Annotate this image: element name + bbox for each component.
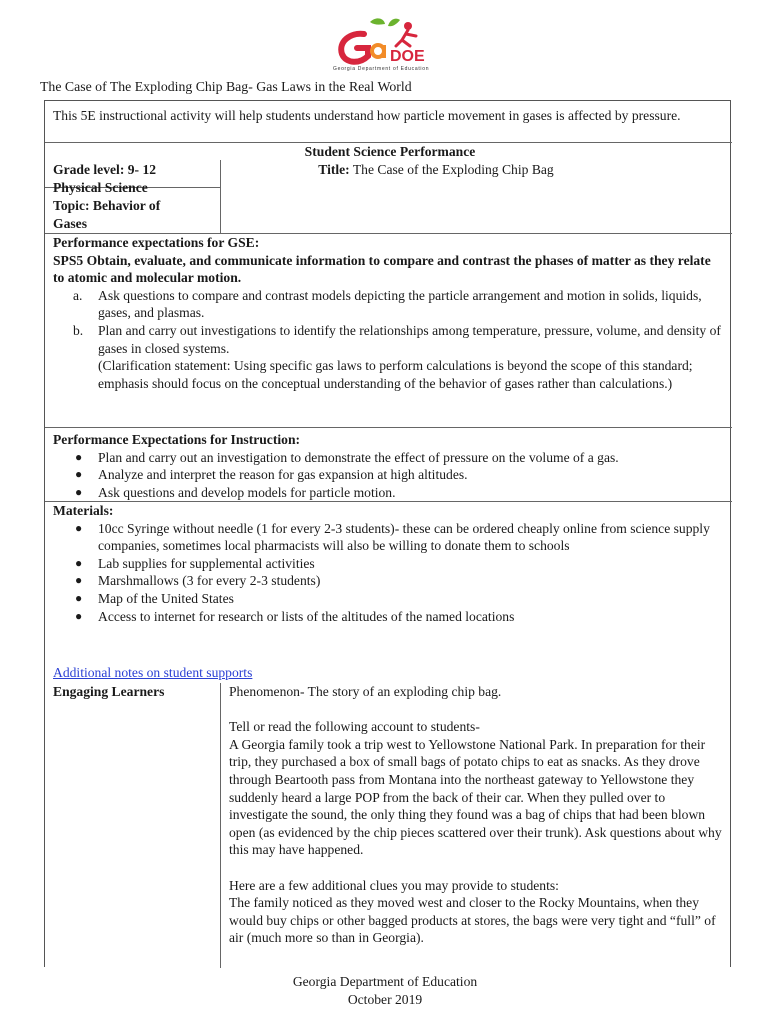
engaging-learners-label: Engaging Learners [53,684,165,699]
logo-wordmark: DOE [390,48,425,65]
lesson-table [44,100,731,967]
pe-instruction-list [53,449,723,502]
document-title: The Case of The Exploding Chip Bag- Gas Laws in the Real World [40,79,412,94]
intro-text: This 5E instructional activity will help students understand how particle movement in gases is affected by pressure. [53,108,681,123]
pe-gse-heading: Performance expectations for GSE: [53,235,260,250]
materials-section [53,502,723,625]
grade-level: Grade level: 9- 12 [53,162,157,177]
pe-instruction-section [53,431,723,501]
clues-intro: Here are a few additional clues you may provide to students: [229,877,559,893]
footer-org: Georgia Department of Education [292,974,478,989]
pe-instruction-heading: Performance Expectations for Instruction: [53,432,301,447]
instruction-line: Tell or read the following account to students- [229,719,480,735]
clues-paragraph: The family noticed as they moved west and closer to the Rocky Mountains, when they would buy chips or other bagged products at stores, the bags were very tight and “full” of air (much more so than in Georgia). [229,895,716,946]
list-item: ● Plan and carry out an investigation to demonstrate the effect of pressure on the volume of a gas. [75,449,619,465]
list-item: ● Lab supplies for supplemental activities [75,555,315,571]
title-label: Title: [318,162,350,177]
materials-heading: Materials: [53,503,114,518]
gadoe-logo [330,16,445,74]
phenomenon: Phenomenon- The story of an exploding chip bag. [229,684,502,699]
pe-gse-standard: SPS5 Obtain, evaluate, and communicate information to compare and contrast the phases of matter as they relate to atomic and molecular motion. [53,252,711,286]
page-footer [0,973,770,1008]
title-value: The Case of the Exploding Chip Bag [352,162,554,177]
lesson-title [221,161,651,179]
list-item: a. Ask questions to compare and contrast models depicting the particle arrangement and motion in solids, liquids, gases, and plasmas. [73,287,702,321]
pe-gse-section [53,234,723,392]
logo-subtitle: Georgia Department of Education [333,66,430,72]
clarification-statement: (Clarification statement: Using specific gas laws to perform calculations is beyond the scope of this standard; emphasis should focus on the conceptual understanding of the behavior of gases rather than calculations.) [98,358,693,391]
story-paragraph: A Georgia family took a trip west to Yellowstone National Park. In preparation for their trip, they purchased a box of small bags of potato chips to eat as snacks. As they drove through Beartooth pass from Montana into the northeast gateway to Yellowstone they suddenly heard a large POP from the back of their car. When they pulled over to investigate the sound, the only thing they found was a bag of chips that had been blown open (as evidenced by the chip pieces scattered over their trunk). Ask questions about why this may have happened. [229,736,722,858]
list-item: ● Ask questions and develop models for particle motion. [75,484,396,500]
list-item: ● Analyze and interpret the reason for gas expansion at high altitudes. [75,467,468,483]
list-item: b. Plan and carry out investigations to identify the relationships among temperature, pressure, volume, and density of gases in closed systems. [73,322,721,356]
materials-list [53,520,723,626]
pe-gse-list [53,287,723,357]
student-supports-link[interactable]: Additional notes on student supports [53,665,253,680]
footer-date: October 2019 [347,991,423,1007]
student-science-performance-heading: Student Science Performance [304,144,476,159]
course-name: Physical Science [53,180,148,195]
topic: Topic: Behavior of Gases [53,198,161,231]
list-item: ● Map of the United States [75,590,234,606]
list-item: ● Access to internet for research or lists of the altitudes of the named locations [75,608,515,624]
list-item: ● Marshmallows (3 for every 2-3 students) [75,573,321,589]
engaging-learners-content [229,683,724,947]
list-item: ● 10cc Syringe without needle (1 for every 2-3 students)- these can be ordered cheaply online from science supply companies, sometimes local pharmacists will also be willing to donate them to schools [75,520,710,554]
